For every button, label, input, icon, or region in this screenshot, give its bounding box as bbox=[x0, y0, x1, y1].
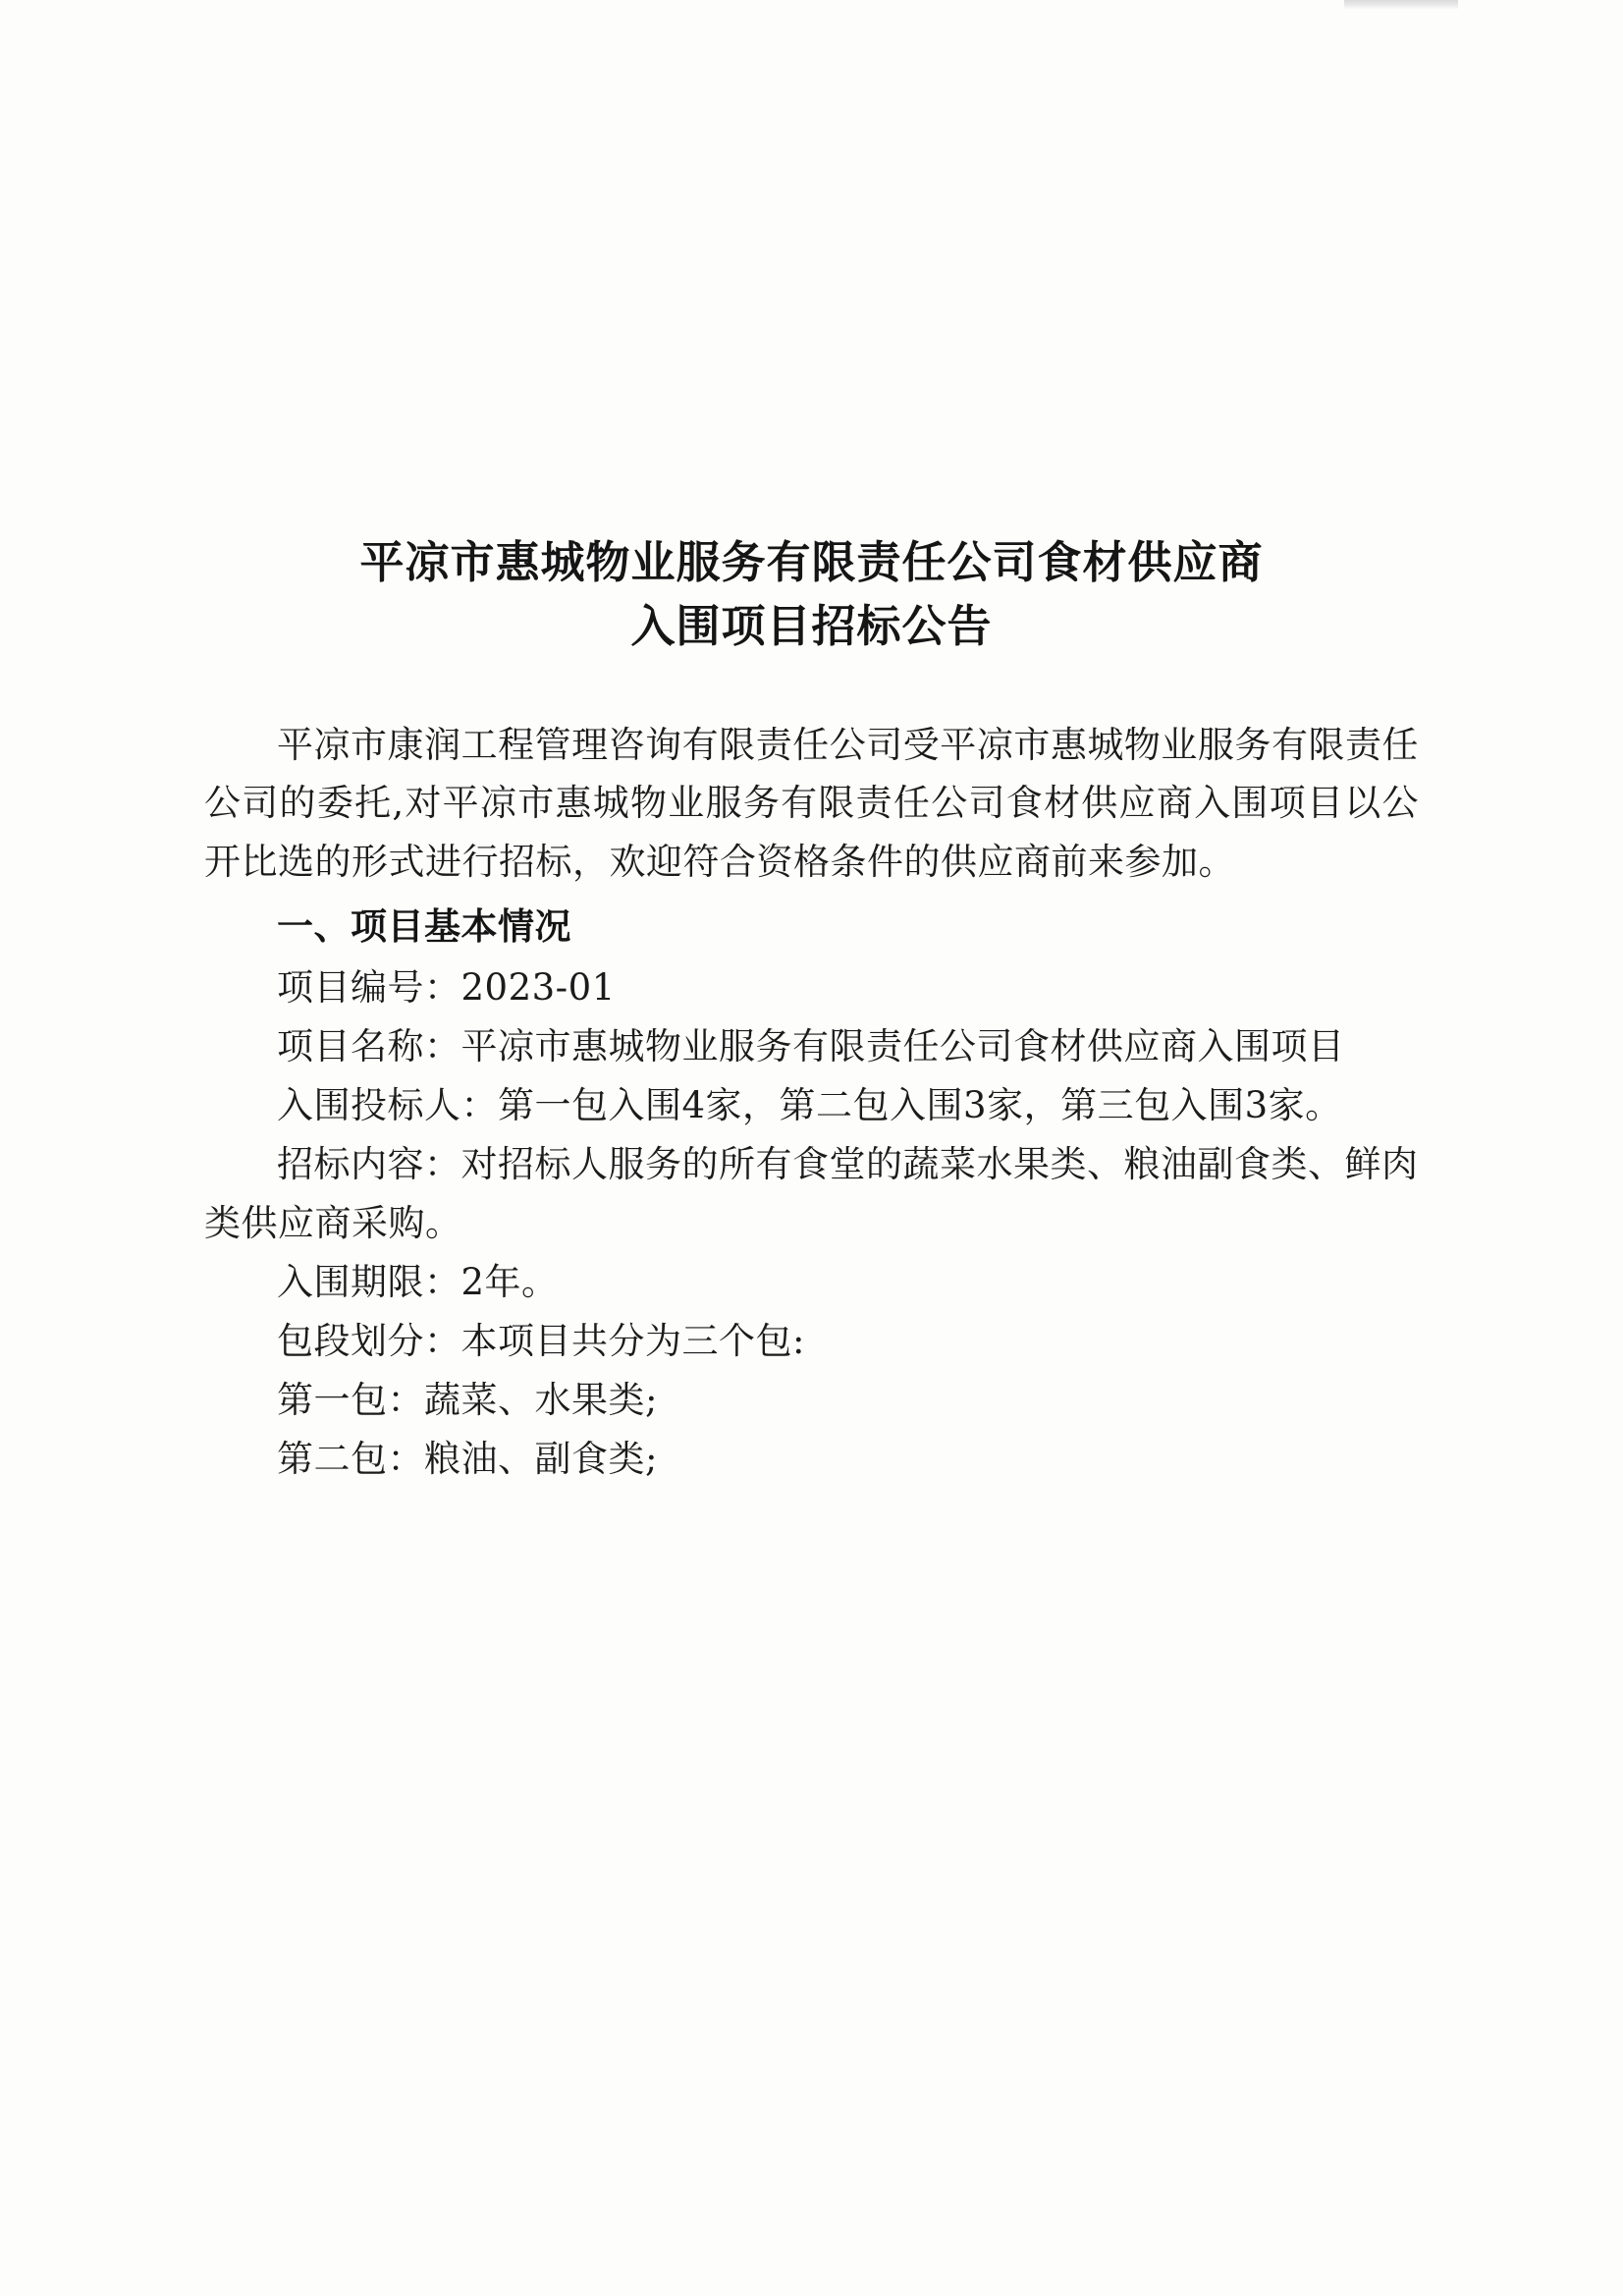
item-shortlisted-bidders: 入围投标人：第一包入围4家，第二包入围3家，第三包入围3家。 bbox=[277, 1084, 1342, 1127]
item-project-name: 项目名称：平凉市惠城物业服务有限责任公司食材供应商入围项目 bbox=[277, 1025, 1345, 1068]
page-title-line-1: 平凉市惠城物业服务有限责任公司食材供应商 bbox=[359, 536, 1264, 588]
document-content bbox=[204, 530, 1419, 1489]
page-title-line-2: 入围项目招标公告 bbox=[630, 600, 993, 653]
item-package-2: 第二包：粮油、副食类; bbox=[277, 1437, 658, 1480]
item-tender-content: 招标内容：对招标人服务的所有食堂的蔬菜水果类、粮油副食类、鲜肉类供应商采购。 bbox=[204, 1143, 1419, 1244]
page-title bbox=[204, 530, 1419, 659]
section-heading-basic-info: 一、项目基本情况 bbox=[277, 905, 571, 949]
item-package-division: 包段划分：本项目共分为三个包: bbox=[277, 1319, 805, 1362]
item-term: 入围期限：2年。 bbox=[277, 1260, 559, 1303]
intro-paragraph: 平凉市康润工程管理咨询有限责任公司受平凉市惠城物业服务有限责任公司的委托,对平凉市惠城物业服务有限责任公司食材供应商入围项目以公开比选的形式进行招标，欢迎符合资格条件的供应商前来参加。 bbox=[204, 723, 1419, 884]
item-package-1: 第一包：蔬菜、水果类; bbox=[277, 1378, 658, 1421]
scan-artifact bbox=[1344, 0, 1458, 10]
item-project-number: 项目编号：2023-01 bbox=[277, 966, 616, 1010]
